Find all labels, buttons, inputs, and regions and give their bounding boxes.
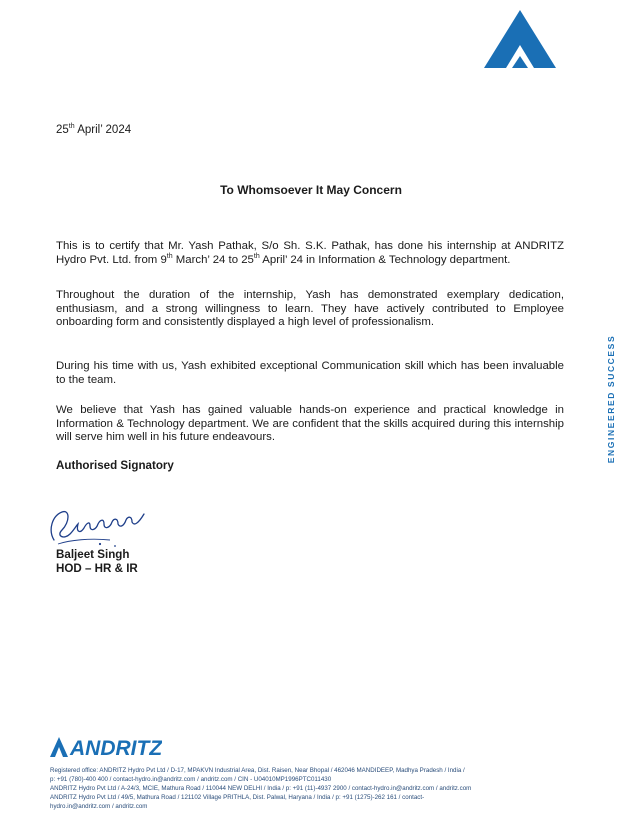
footer-line: ANDRITZ Hydro Pvt Ltd / A-24/3, MCIE, Mathura Road / 110044 NEW DELHI / India / p: +91 (11)-4937 2900 / contact-hydro.in@andritz.com / andritz.com [50, 785, 472, 793]
andritz-logo-mark-icon [482, 8, 558, 68]
footer-line: Registered office: ANDRITZ Hydro Pvt Ltd / D-17, MPAKVN Industrial Area, Dist. Raisen, Near Bhopal / 462046 MANDIDEEP, Madhya Pradesh / India / [50, 767, 465, 774]
letter-date: 25th April’ 2024 [56, 123, 132, 136]
paragraph-experience: We believe that Yash has gained valuable hands-on experience and practical knowledge in Information & Technology department. We are confident that the skills acquired during this internship will serve him well in his future endeavours. [56, 404, 564, 444]
signer-block [56, 548, 138, 576]
footer-line: p: +91 (780)-400 400 / contact-hydro.in@andritz.com / andritz.com / CIN - U04010MP1996PTC011430 [50, 776, 332, 784]
signature-icon [40, 500, 160, 552]
paragraph-certification: This is to certify that Mr. Yash Pathak, S/o Sh. S.K. Pathak, has done his internship at ANDRITZ Hydro Pvt. Ltd. from 9th March’ 24 to 25th April’ 24 in Information & Technology department. [56, 240, 564, 266]
letter-subject: To Whomsoever It May Concern [220, 183, 402, 197]
signer-name: Baljeet Singh [56, 548, 130, 561]
footer-addresses [50, 766, 580, 811]
footer-line: hydro.in@andritz.com / andritz.com [50, 803, 148, 811]
signer-title: HOD – HR & IR [56, 562, 138, 575]
authorised-signatory-label: Authorised Signatory [56, 459, 174, 472]
footer-line: ANDRITZ Hydro Pvt Ltd / 49/5, Mathura Road / 121102 Village PRITHLA, Dist. Palwal, Haryana / India / p: +91 (1275)-262 161 / contact- [50, 794, 425, 802]
brand-name: ANDRITZ [70, 737, 162, 758]
andritz-wordmark [50, 736, 162, 758]
paragraph-communication: During his time with us, Yash exhibited exceptional Communication skill which has been invaluable to the team. [56, 360, 564, 386]
paragraph-dedication: Throughout the duration of the internship, Yash has demonstrated exemplary dedication, enthusiasm, and a strong willingness to learn. They have actively contributed to Employee onboarding form and consistently displayed a high level of professionalism. [56, 289, 564, 329]
brand-tagline: ENGINEERED SUCCESS [606, 334, 616, 464]
